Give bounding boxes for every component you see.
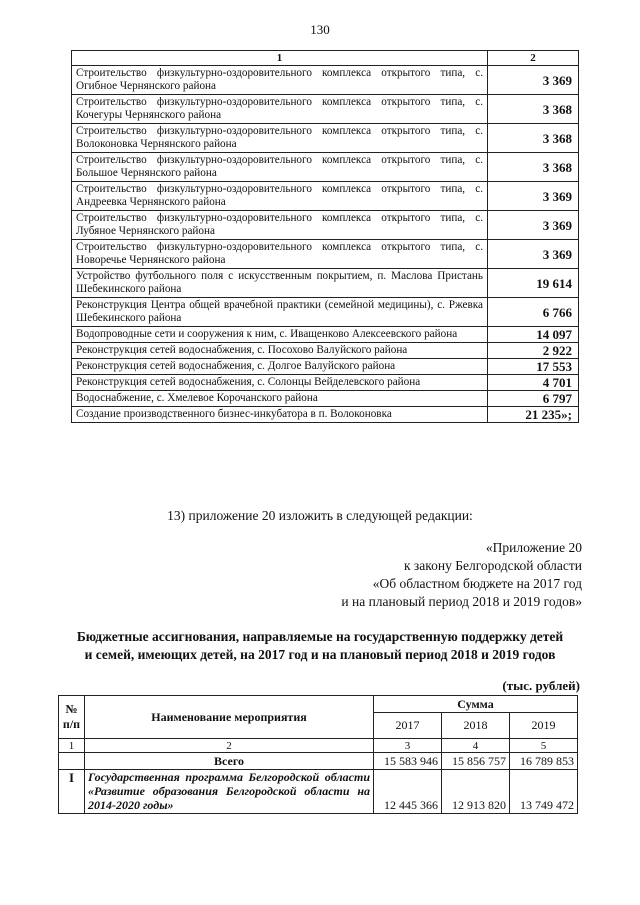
table1-row — [72, 182, 579, 211]
table1-row — [72, 359, 579, 375]
object-name: Строительство физкультурно-оздоровительного комплекса открытого типа, с. Кочегуры Чернянского района — [72, 95, 488, 124]
amendment-paragraph: 13) приложение 20 изложить в следующей редакции: — [167, 508, 473, 523]
budget-allocations-table — [58, 695, 578, 814]
object-name: Строительство физкультурно-оздоровительного комплекса открытого типа, с. Волоконовка Чернянского района — [72, 124, 488, 153]
investment-objects-table — [71, 50, 579, 423]
object-amount: 3 369 — [488, 182, 579, 211]
table1-row — [72, 153, 579, 182]
appendix-line: «Об областном бюджете на 2017 год — [372, 576, 582, 591]
object-amount: 6 766 — [488, 298, 579, 327]
table1-row — [72, 211, 579, 240]
program-2017: 12 445 366 — [374, 770, 442, 814]
table2-header-row — [59, 696, 578, 713]
table1-row — [72, 269, 579, 298]
object-name: Реконструкция сетей водоснабжения, с. Долгое Валуйского района — [72, 359, 488, 375]
object-amount: 3 369 — [488, 211, 579, 240]
heading-line: Бюджетные ассигнования, направляемые на государственную поддержку детей — [76, 629, 564, 644]
column-number: 2 — [85, 739, 374, 753]
object-amount: 3 368 — [488, 124, 579, 153]
column-number: 1 — [59, 739, 85, 753]
object-name: Реконструкция сетей водоснабжения, с. Солонцы Вейделевского района — [72, 375, 488, 391]
program-name: Государственная программа Белгородской области «Развитие образования Белгородской области на 2014-2020 годы» — [85, 770, 374, 814]
document-heading — [40, 628, 600, 664]
object-name: Реконструкция Центра общей врачебной практики (семейной медицины), с. Ржевка Шебекинского района — [72, 298, 488, 327]
table1-header-col2: 2 — [488, 51, 579, 66]
object-name: Водоснабжение, с. Хмелевое Корочанского района — [72, 391, 488, 407]
appendix-reference — [341, 539, 582, 611]
table1-row — [72, 343, 579, 359]
object-amount: 19 614 — [488, 269, 579, 298]
column-number: 5 — [510, 739, 578, 753]
total-row — [59, 753, 578, 770]
object-amount: 3 369 — [488, 240, 579, 269]
table2-number-row — [59, 739, 578, 753]
program-row — [59, 770, 578, 814]
object-amount: 6 797 — [488, 391, 579, 407]
object-amount: 14 097 — [488, 327, 579, 343]
object-amount: 3 368 — [488, 153, 579, 182]
total-2019: 16 789 853 — [510, 753, 578, 770]
table1-row — [72, 327, 579, 343]
object-name: Строительство физкультурно-оздоровительного комплекса открытого типа, с. Андреевка Чернянского района — [72, 182, 488, 211]
table1-row — [72, 124, 579, 153]
table1-row — [72, 95, 579, 124]
table1-header-col1: 1 — [72, 51, 488, 66]
object-name: Реконструкция сетей водоснабжения, с. Посохово Валуйского района — [72, 343, 488, 359]
table1-row — [72, 407, 579, 423]
page-number: 130 — [310, 22, 330, 37]
table1-row — [72, 375, 579, 391]
year-2018-header: 2018 — [442, 713, 510, 739]
table1-header-row — [72, 51, 579, 66]
object-name: Создание производственного бизнес-инкубатора в п. Волоконовка — [72, 407, 488, 423]
object-name: Строительство физкультурно-оздоровительного комплекса открытого типа, с. Огибное Чернянского района — [72, 66, 488, 95]
total-label: Всего — [85, 753, 374, 770]
year-2019-header: 2019 — [510, 713, 578, 739]
object-name: Водопроводные сети и сооружения к ним, с. Иващенково Алексеевского района — [72, 327, 488, 343]
table1-row — [72, 66, 579, 95]
column-number: 3 — [374, 739, 442, 753]
object-name: Строительство физкультурно-оздоровительного комплекса открытого типа, с. Большое Чернянского района — [72, 153, 488, 182]
object-amount: 17 553 — [488, 359, 579, 375]
col-name-header: Наименование мероприятия — [85, 696, 374, 739]
total-2018: 15 856 757 — [442, 753, 510, 770]
program-2019: 13 749 472 — [510, 770, 578, 814]
col-sum-header: Сумма — [374, 696, 578, 713]
object-name: Строительство физкультурно-оздоровительного комплекса открытого типа, с. Новоречье Чернянского района — [72, 240, 488, 269]
total-2017: 15 583 946 — [374, 753, 442, 770]
object-amount: 4 701 — [488, 375, 579, 391]
appendix-line: и на плановый период 2018 и 2019 годов» — [341, 594, 582, 609]
program-2018: 12 913 820 — [442, 770, 510, 814]
units-label: (тыс. рублей) — [502, 678, 580, 693]
table1-row — [72, 391, 579, 407]
object-amount: 3 368 — [488, 95, 579, 124]
table1-row — [72, 298, 579, 327]
object-name: Устройство футбольного поля с искусственным покрытием, п. Маслова Пристань Шебекинского района — [72, 269, 488, 298]
col-number-header: № п/п — [59, 696, 85, 739]
object-amount: 2 922 — [488, 343, 579, 359]
program-number: I — [59, 770, 85, 814]
appendix-line: к закону Белгородской области — [404, 558, 582, 573]
table1-row — [72, 240, 579, 269]
object-amount: 21 235»; — [488, 407, 579, 423]
appendix-line: «Приложение 20 — [485, 540, 582, 555]
heading-line: и семей, имеющих детей, на 2017 год и на плановый период 2018 и 2019 годов — [84, 647, 556, 662]
column-number: 4 — [442, 739, 510, 753]
total-number-cell — [59, 753, 85, 770]
object-name: Строительство физкультурно-оздоровительного комплекса открытого типа, с. Лубяное Чернянского района — [72, 211, 488, 240]
object-amount: 3 369 — [488, 66, 579, 95]
year-2017-header: 2017 — [374, 713, 442, 739]
